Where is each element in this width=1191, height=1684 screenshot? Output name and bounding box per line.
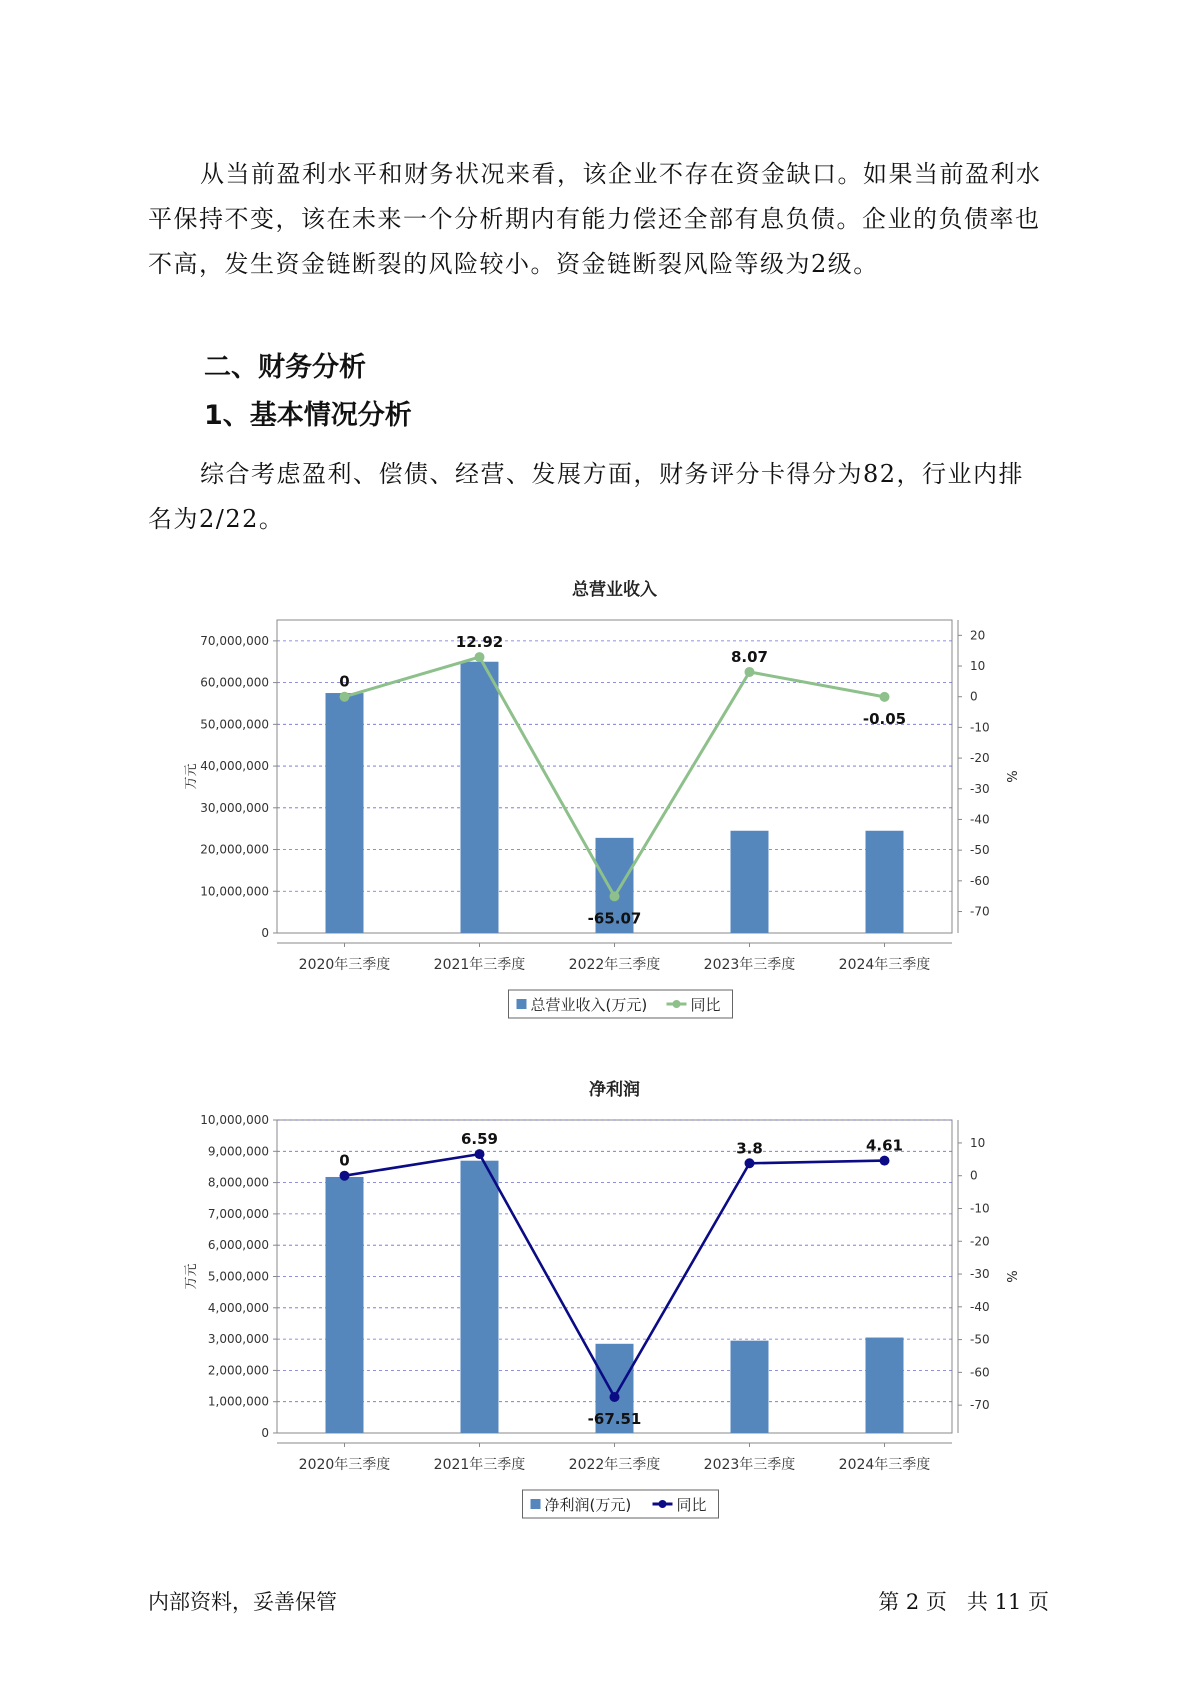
y-tick-label: 3,000,000 (207, 1332, 269, 1347)
footer-note: 内部资料，妥善保管 (148, 1590, 337, 1614)
y-tick-label: 6,000,000 (207, 1238, 269, 1253)
chart-revenue (0, 565, 1191, 1025)
y-axis-label: 万元 (184, 763, 199, 790)
data-label: 8.07 (730, 647, 769, 666)
y2-tick-label: -60 (970, 873, 990, 888)
legend-label-line: 同比 (690, 996, 721, 1014)
y2-tick-label: -40 (970, 812, 990, 827)
y2-tick-label: -70 (970, 1398, 990, 1413)
bar (461, 662, 499, 933)
y-tick-label: 4,000,000 (207, 1300, 269, 1315)
yoy-point (880, 1156, 890, 1166)
y-tick-label: 8,000,000 (207, 1175, 269, 1190)
y-tick-label: 9,000,000 (207, 1144, 269, 1159)
y-tick-label: 0 (261, 1426, 269, 1440)
chart-title: 总营业收入 (572, 580, 657, 600)
y-tick-label: 5,000,000 (207, 1269, 269, 1284)
y-tick-label: 2,000,000 (207, 1363, 269, 1378)
data-label: 0 (339, 672, 350, 691)
y-tick-label: 10,000,000 (200, 1113, 269, 1127)
y2-tick-label: -40 (970, 1299, 990, 1314)
legend-label-bars: 总营业收入(万元) (530, 996, 648, 1014)
y-tick-label: 50,000,000 (200, 717, 269, 732)
yoy-point (880, 692, 890, 702)
data-label: 3.8 (736, 1139, 763, 1158)
y2-tick-label: 0 (970, 1168, 978, 1183)
y2-tick-label: -60 (970, 1365, 990, 1380)
y-tick-label: 40,000,000 (200, 759, 269, 774)
y2-axis-label: % (1003, 1270, 1018, 1283)
chart-net-profit (0, 1065, 1191, 1525)
legend-label-line: 同比 (676, 1496, 707, 1514)
bar (461, 1161, 499, 1433)
bar (731, 1341, 769, 1433)
net-profit-chart-svg (0, 1065, 1191, 1525)
footer-page-number: 第 2 页 共 11 页 (878, 1590, 1049, 1614)
y-tick-label: 10,000,000 (200, 884, 269, 899)
yoy-point (340, 692, 350, 702)
bar (866, 831, 904, 933)
x-tick-label: 2021年三季度 (433, 957, 526, 973)
x-tick-label: 2020年三季度 (298, 957, 391, 973)
yoy-point (745, 667, 755, 677)
x-tick-label: 2023年三季度 (703, 957, 796, 973)
bar (326, 1177, 364, 1433)
x-tick-label: 2022年三季度 (568, 1457, 661, 1473)
section-heading: 二、财务分析 (204, 352, 366, 383)
yoy-point (610, 891, 620, 901)
y2-tick-label: -30 (970, 1267, 990, 1282)
data-label: 0 (339, 1151, 350, 1170)
bar (326, 693, 364, 933)
y2-tick-label: -20 (970, 1234, 990, 1249)
y-tick-label: 0 (261, 926, 269, 940)
bar (866, 1338, 904, 1433)
y-tick-label: 1,000,000 (207, 1394, 269, 1409)
bar (731, 831, 769, 933)
legend-swatch-bars (531, 1499, 541, 1509)
legend-swatch-marker (659, 1500, 667, 1508)
y2-tick-label: 10 (970, 659, 986, 674)
y2-tick-label: -10 (970, 1201, 990, 1216)
data-label: -65.07 (587, 909, 642, 928)
y2-tick-label: -50 (970, 1332, 990, 1347)
paragraph-score: 综合考虑盈利、偿债、经营、发展方面，财务评分卡得分为82，行业内排名为2/22。 (148, 460, 1025, 533)
y-tick-label: 60,000,000 (200, 675, 269, 690)
x-tick-label: 2021年三季度 (433, 1457, 526, 1473)
data-label: -0.05 (862, 709, 907, 728)
y-axis-label: 万元 (184, 1263, 199, 1290)
data-label: -67.51 (587, 1409, 642, 1428)
yoy-point (475, 652, 485, 662)
subsection-heading: 1、基本情况分析 (204, 400, 412, 431)
y2-tick-label: -30 (970, 781, 990, 796)
paragraph-funding-gap: 从当前盈利水平和财务状况来看，该企业不存在资金缺口。如果当前盈利水平保持不变，该在未来一个分析期内有能力偿还全部有息负债。企业的负债率也不高，发生资金链断裂的风险较小。资金链断裂风险等级为2级。 (148, 160, 1042, 278)
y2-tick-label: 20 (970, 628, 986, 643)
data-label: 12.92 (455, 633, 504, 652)
revenue-chart-svg (0, 565, 1191, 1025)
x-tick-label: 2024年三季度 (838, 957, 931, 973)
data-label: 6.59 (460, 1130, 499, 1149)
legend-label-bars: 净利润(万元) (544, 1496, 632, 1514)
y2-tick-label: -10 (970, 720, 990, 735)
yoy-point (745, 1158, 755, 1168)
yoy-point (475, 1149, 485, 1159)
legend-swatch-bars (517, 999, 527, 1009)
x-tick-label: 2024年三季度 (838, 1457, 931, 1473)
yoy-point (610, 1392, 620, 1402)
x-tick-label: 2020年三季度 (298, 1457, 391, 1473)
yoy-point (340, 1171, 350, 1181)
y2-tick-label: -70 (970, 904, 990, 919)
y2-tick-label: -50 (970, 843, 990, 858)
y-tick-label: 30,000,000 (200, 800, 269, 815)
y-tick-label: 20,000,000 (200, 842, 269, 857)
x-tick-label: 2022年三季度 (568, 957, 661, 973)
y2-axis-label: % (1003, 770, 1018, 783)
x-tick-label: 2023年三季度 (703, 1457, 796, 1473)
y-tick-label: 7,000,000 (207, 1206, 269, 1221)
legend-swatch-marker (673, 1000, 681, 1008)
y2-tick-label: 10 (970, 1135, 986, 1150)
data-label: 4.61 (865, 1136, 904, 1155)
y-tick-label: 70,000,000 (200, 633, 269, 648)
y2-tick-label: -20 (970, 751, 990, 766)
chart-title: 净利润 (589, 1080, 640, 1100)
y2-tick-label: 0 (970, 689, 978, 704)
